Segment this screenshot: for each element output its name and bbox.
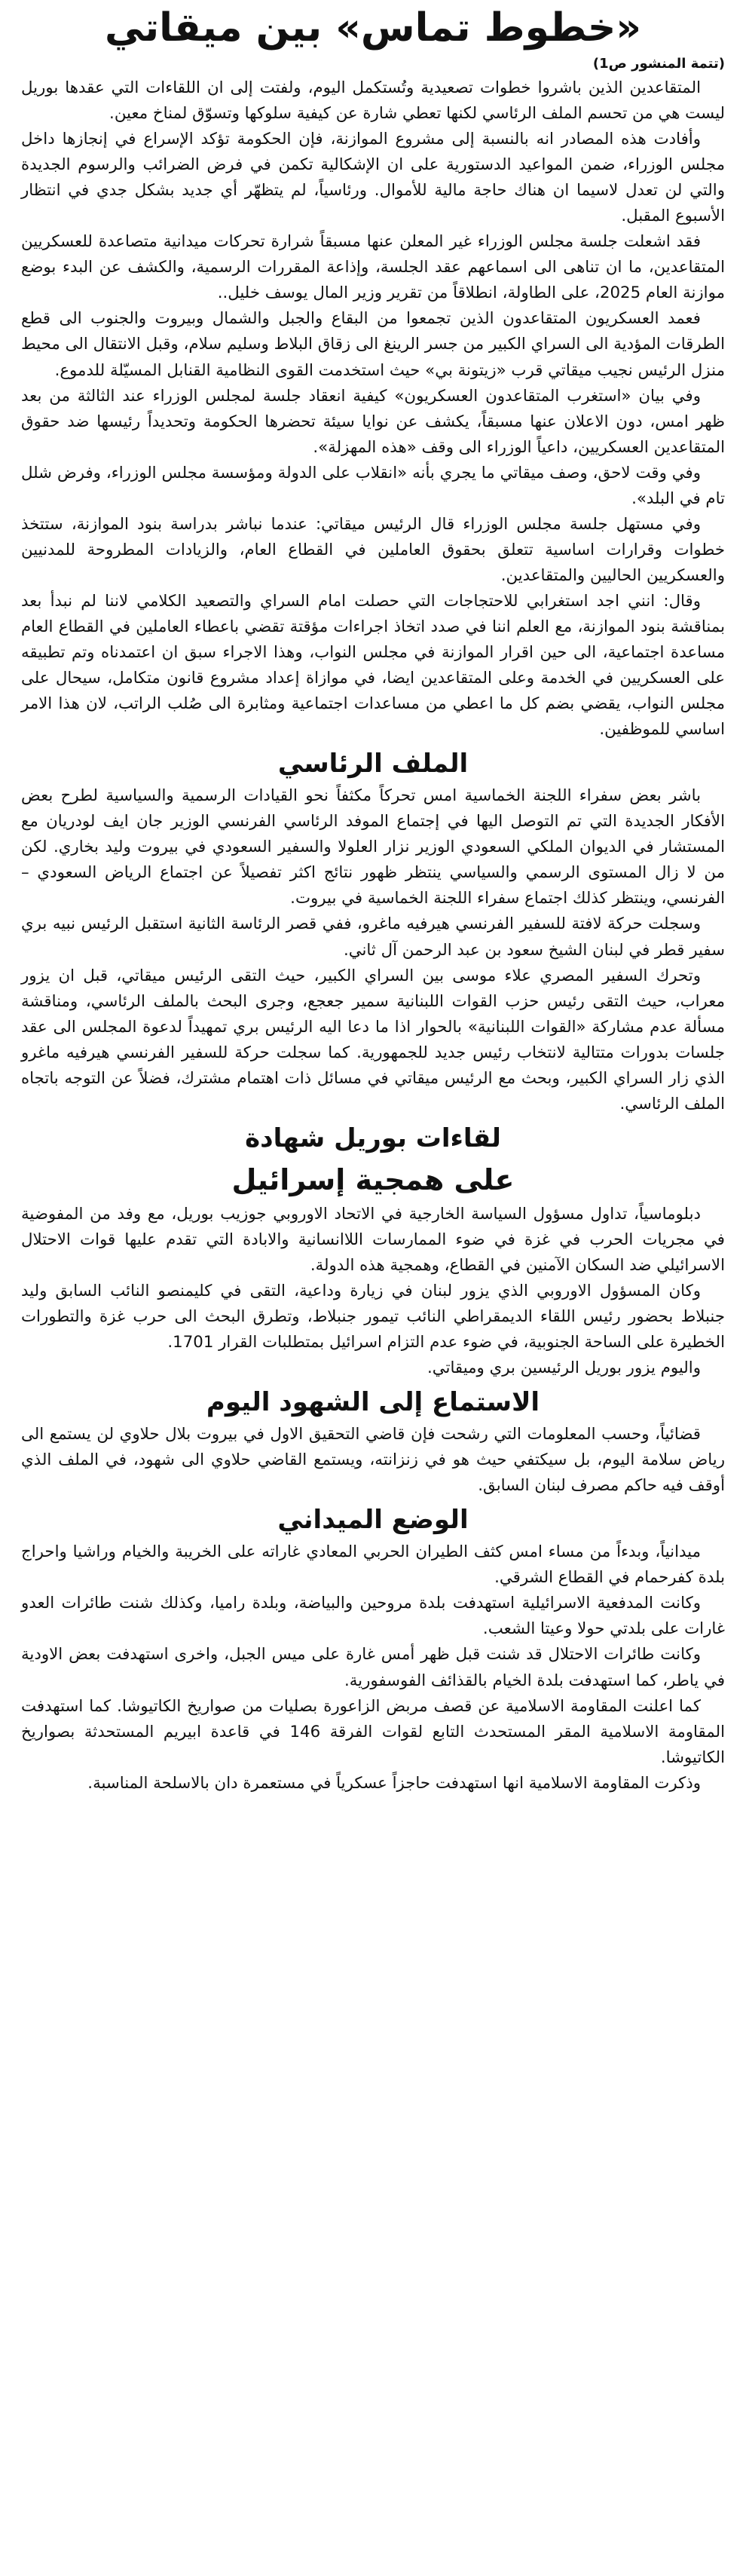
section-field bbox=[21, 1502, 725, 1796]
body-paragraph: وسجلت حركة لافتة للسفير الفرنسي هيرفيه ماغرو، ففي قصر الرئاسة الثانية استقبل الرئيس نبيه بري سفير قطر في لبنان الشيخ سعود بن عبد الرحمن آل ثاني. bbox=[21, 914, 725, 960]
body-paragraph: وكانت طائرات الاحتلال قد شنت قبل ظهر أمس غارة على ميس الجبل، واخرى استهدفت بعض الاودية في ياطر، كما استهدفت بلدة الخيام بالقذائف الفوسفورية. bbox=[21, 1645, 725, 1690]
body-paragraph: وتحرك السفير المصري علاء موسى بين السراي الكبير، حيث التقى الرئيس ميقاتي، قبل ان يزور معراب، حيث التقى رئيس حزب القوات اللبنانية سمير جعجع، وجرى البحث بالملف الرئاسي، ومناقشة مسألة عدم مشاركة «القوات اللبنانية» بالحوار اذا ما دعا اليه الرئيس بري تمهيداً لدعوة المجلس الى عقد جلسات بدورات متتالية لانتخاب رئيس جديد للجمهورية. كما سجلت حركة للسفير الفرنسي هيرفيه ماغرو الذي زار السراي الكبير، وبحث مع الرئيس ميقاتي في مسائل ذات اهتمام مشترك، فضلاً عن التوجه باتجاه الملف الرئاسي. bbox=[21, 966, 725, 1113]
section-heading: لقاءات بوريل شهادة bbox=[245, 1123, 501, 1153]
body-paragraph: كما اعلنت المقاومة الاسلامية عن قصف مربض الزاعورة بصليات من صواريخ الكاتيوشا. كما استهدفت المقاومة الاسلامية المقر المستحدث التابع لقوات الفرقة 146 في قاعدة ابيريم المستحدثة بصواريخ الكاتيوشا. bbox=[21, 1696, 725, 1767]
body-paragraph: وفي بيان «استغرب المتقاعدون العسكريون» كيفية انعقاد جلسة لمجلس الوزراء عند الثالثة من بعد ظهر امس، دون الاعلان عنها مسبقاً، يكشف عن نوايا سيئة تحضرها الحكومة وتحديداً رئيسها ضد حقوق المتقاعدين العسكريين، داعياً الوزراء الى وقف «هذه المهزلة». bbox=[21, 386, 725, 457]
body-paragraph: واليوم يزور بوريل الرئيسين بري وميقاتي. bbox=[427, 1358, 701, 1378]
section-presidential bbox=[21, 746, 725, 1117]
body-paragraph: قضائياً، وحسب المعلومات التي رشحت فإن قاضي التحقيق الاول في بيروت بلال حلاوي لن يستمع الى رياض سلامة اليوم، بل سيكتفي حيث هو في زنزانته، ويستمع القاضي حلاوي الى شهود، في الملف الذي أوقف فيه حاكم مصرف لبنان السابق. bbox=[21, 1425, 725, 1496]
body-paragraph: وذكرت المقاومة الاسلامية انها استهدفت حاجزاً عسكرياً في مستعمرة دان بالاسلحة المناسبة. bbox=[87, 1773, 701, 1793]
section-heading-line-2: على همجية إسرائيل bbox=[231, 1162, 515, 1196]
body-paragraph: باشر بعض سفراء اللجنة الخماسية امس تحركاً مكثفاً نحو القيادات الرسمية والسياسية لطرح بعض الأفكار الجديدة التي تم التوصل اليها في إجتماع الموفد الرئاسي الفرنسي الوزير جان ايف لودريان مع المستشار في الديوان الملكي السعودي الوزير نزار العلولا والسفير السعودي في بيروت وليد بخاري. لكن من لا زال المستوى الرسمي والسياسي ينتظر ظهور نتائج اكثر تفصيلاً عن اجتماع الرياض السعودي – الفرنسي، وينتظر كذلك اجتماع سفراء اللجنة الخماسية في بيروت. bbox=[21, 786, 725, 908]
section-heading: الاستماع إلى الشهود اليوم bbox=[206, 1387, 540, 1418]
body-paragraph: وكان المسؤول الاوروبي الذي يزور لبنان في زيارة وداعية، التقى في كليمنصو النائب السابق وليد جنبلاط بحضور رئيس اللقاء الديمقراطي النائب تيمور جنبلاط، وتطرق البحث الى حرب غزة والتطورات الخطيرة على الساحة الجنوبية، في ضوء عدم التزام اسرائيل بمتطلبات القرار 1701. bbox=[21, 1281, 725, 1352]
body-paragraph: وفي مستهل جلسة مجلس الوزراء قال الرئيس ميقاتي: عندما نباشر بدراسة بنود الموازنة، ستتخذ خطوات وقرارات اساسية تتعلق بحقوق العاملين في القطاع العام، والزيادات المطروحة للمدنيين والعسكريين الحاليين والمتقاعدين. bbox=[21, 514, 725, 585]
intro-body bbox=[21, 75, 725, 743]
section-witnesses bbox=[21, 1384, 725, 1499]
body-paragraph: وأفادت هذه المصادر انه بالنسبة إلى مشروع الموازنة، فإن الحكومة تؤكد الإسراع في إنجازها داخل مجلس الوزراء، ضمن المواعيد الدستورية على ان الإشكالية تكمن في فرض الضرائب والرسوم الجديدة والتي لن تعدل لاسيما ان هناك حاجة مالية للأموال. ورئاسياً، لم يتظهّر أي جديد بشكل جدي في انتظار الأسبوع المقبل. bbox=[21, 130, 725, 226]
body-paragraph: فعمد العسكريون المتقاعدون الذين تجمعوا من البقاع والجبل والشمال وبيروت والجنوب الى قطع الطرقات المؤدية الى السراي الكبير من جسر الرينغ الى زقاق البلاط وسليم سلام، وقبل الانتقال الى محيط منزل الرئيس نجيب ميقاتي قرب «زيتونة بي» حيث استخدمت القوى النظامية القنابل المسيّلة للدموع. bbox=[21, 309, 725, 380]
section-borrell bbox=[21, 1120, 725, 1381]
body-paragraph: دبلوماسياً، تداول مسؤول السياسة الخارجية في الاتحاد الاوروبي جوزيب بوريل، مع وفد من المفوضية في مجريات الحرب في غزة في ضوء الممارسات اللاانسانية والابادة التي تقدم عليها قوات الاحتلال الاسرائيلي ضد السكان الآمنين في القطاع، وهمجية هذه الدولة. bbox=[21, 1204, 725, 1275]
section-heading: الملف الرئاسي bbox=[277, 749, 469, 780]
body-paragraph: فقد اشعلت جلسة مجلس الوزراء غير المعلن عنها مسبقاً شرارة تحركات ميدانية متصاعدة للعسكريين المتقاعدين، ما ان تناهى الى اسماعهم عقد الجلسة، وإذاعة المقررات الرسمية، والكشف عن البدء بوضع موازنة العام 2025، على الطاولة، انطلاقاً من تقرير وزير المال يوسف خليل.. bbox=[21, 232, 725, 303]
body-paragraph: وفي وقت لاحق، وصف ميقاتي ما يجري بأنه «انقلاب على الدولة ومؤسسة مجلس الوزراء، وفرض شلل تام في البلد». bbox=[21, 463, 725, 508]
continuation-note: (تتمة المنشور ص1) bbox=[592, 56, 725, 72]
body-paragraph: المتقاعدين الذين باشروا خطوات تصعيدية وتُستكمل اليوم، ولفتت إلى ان اللقاءات التي عقدها بوريل ليست هي من تحسم الملف الرئاسي لكنها تعطي شارة عن كيفية سلوكها وتسوّق لمناخ معين. bbox=[21, 78, 725, 124]
article-headline: «خطوط تماس» بين ميقاتي bbox=[105, 5, 641, 51]
body-paragraph: وقال: انني اجد استغرابي للاحتجاجات التي حصلت امام السراي والتصعيد الكلامي لاننا لم نبدأ بعد بمناقشة بنود الموازنة، مع العلم اننا في صدد اتخاذ اجراءات مؤقتة تقضي باعطاء العاملين في القطاع العام مساعدة اجتماعية، الى حين اقرار الموازنة في مجلس النواب، وهذا الاجراء سبق ان اعتمدناه وتم تطبيقه على العسكريين في الخدمة وعلى المتقاعدين ايضا، في موازاة إعداد مشروع قانون متكامل، سيحال على مجلس النواب، يقضي بضم كل ما اعطي من مساعدات اجتماعية ومثابرة الى صُلب الراتب، لان هذا الامر اساسي للموظفين. bbox=[21, 591, 725, 740]
body-paragraph: وكانت المدفعية الاسرائيلية استهدفت بلدة مروحين والبياضة، وبلدة راميا، وكذلك شنت طائرات العدو غارات على بلدتي حولا وعيتا الشعب. bbox=[21, 1594, 725, 1639]
body-paragraph: ميدانياً، وبدءاً من مساء امس كثف الطيران الحربي المعادي غاراته على الخريبة والخيام وراشيا واحراج بلدة كفرحمام في القطاع الشرقي. bbox=[21, 1542, 725, 1588]
section-heading: الوضع الميداني bbox=[277, 1505, 469, 1536]
